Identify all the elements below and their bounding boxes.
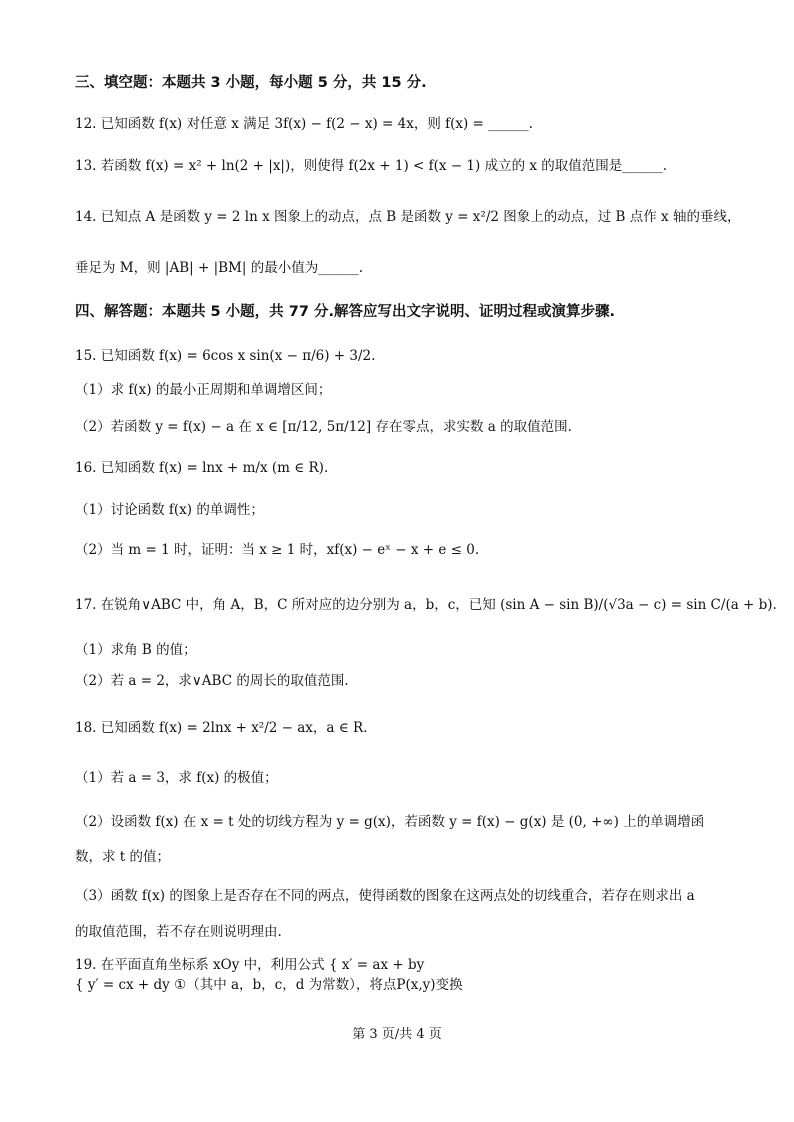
page-footer: 第 3 页/共 4 页 xyxy=(352,1027,442,1042)
question-14-line-2: 垂足为 M，则 |AB| + |BM| 的最小值为______. xyxy=(75,260,363,276)
question-19-line-1: 19. 在平面直角坐标系 xOy 中，利用公式 { x′ = ax + by xyxy=(75,957,425,973)
question-15-part-2: （2）若函数 y = f(x) − a 在 x ∈ [π/12, 5π/12] 存在零点，求实数 a 的取值范围. xyxy=(75,419,572,435)
question-15: 15. 已知函数 f(x) = 6cos x sin(x − π/6) + 3/2. xyxy=(75,348,376,364)
question-18-part-3-line-2: 的取值范围，若不存在则说明理由. xyxy=(75,924,282,940)
question-18-part-2-line-1: （2）设函数 f(x) 在 x = t 处的切线方程为 y = g(x)，若函数 y = f(x) − g(x) 是 (0, +∞) 上的单调增函 xyxy=(75,814,705,830)
question-18-part-2-line-2: 数，求 t 的值； xyxy=(75,849,171,865)
question-17: 17. 在锐角∨ABC 中，角 A，B，C 所对应的边分别为 a，b，c，已知 (sin A − sin B)/(√3a − c) = sin C/(a + b). xyxy=(75,597,777,613)
question-18: 18. 已知函数 f(x) = 2lnx + x²/2 − ax，a ∈ R. xyxy=(75,720,368,736)
question-18-part-3-line-1: （3）函数 f(x) 的图象上是否存在不同的两点，使得函数的图象在这两点处的切线重合，若存在则求出 a xyxy=(75,888,695,904)
question-13: 13. 若函数 f(x) = x² + ln(2 + |x|)，则使得 f(2x + 1) < f(x − 1) 成立的 x 的取值范围是______. xyxy=(75,158,668,174)
question-14-line-1: 14. 已知点 A 是函数 y = 2 ln x 图象上的动点，点 B 是函数 y = x²/2 图象上的动点，过 B 点作 x 轴的垂线， xyxy=(75,209,741,225)
question-16: 16. 已知函数 f(x) = lnx + m/x (m ∈ R). xyxy=(75,460,329,476)
question-19-line-2: { y′ = cx + dy ①（其中 a，b，c，d 为常数），将点P(x,y)变换 xyxy=(75,977,463,993)
question-16-part-2: （2）当 m = 1 时，证明：当 x ≥ 1 时，xf(x) − eˣ − x + e ≤ 0. xyxy=(75,542,480,558)
question-17-part-2: （2）若 a = 2，求∨ABC 的周长的取值范围. xyxy=(75,673,349,689)
section-3-heading: 三、填空题：本题共 3 小题，每小题 5 分，共 15 分. xyxy=(75,75,427,91)
question-18-part-1: （1）若 a = 3，求 f(x) 的极值； xyxy=(75,770,278,786)
question-15-part-1: （1）求 f(x) 的最小正周期和单调增区间； xyxy=(75,382,332,398)
question-16-part-1: （1）讨论函数 f(x) 的单调性； xyxy=(75,502,264,518)
question-12: 12. 已知函数 f(x) 对任意 x 满足 3f(x) − f(2 − x) = 4x，则 f(x) = ______. xyxy=(75,116,533,132)
section-4-heading: 四、解答题：本题共 5 小题，共 77 分.解答应写出文字说明、证明过程或演算步骤. xyxy=(75,304,615,320)
question-17-part-1: （1）求角 B 的值； xyxy=(75,642,197,658)
